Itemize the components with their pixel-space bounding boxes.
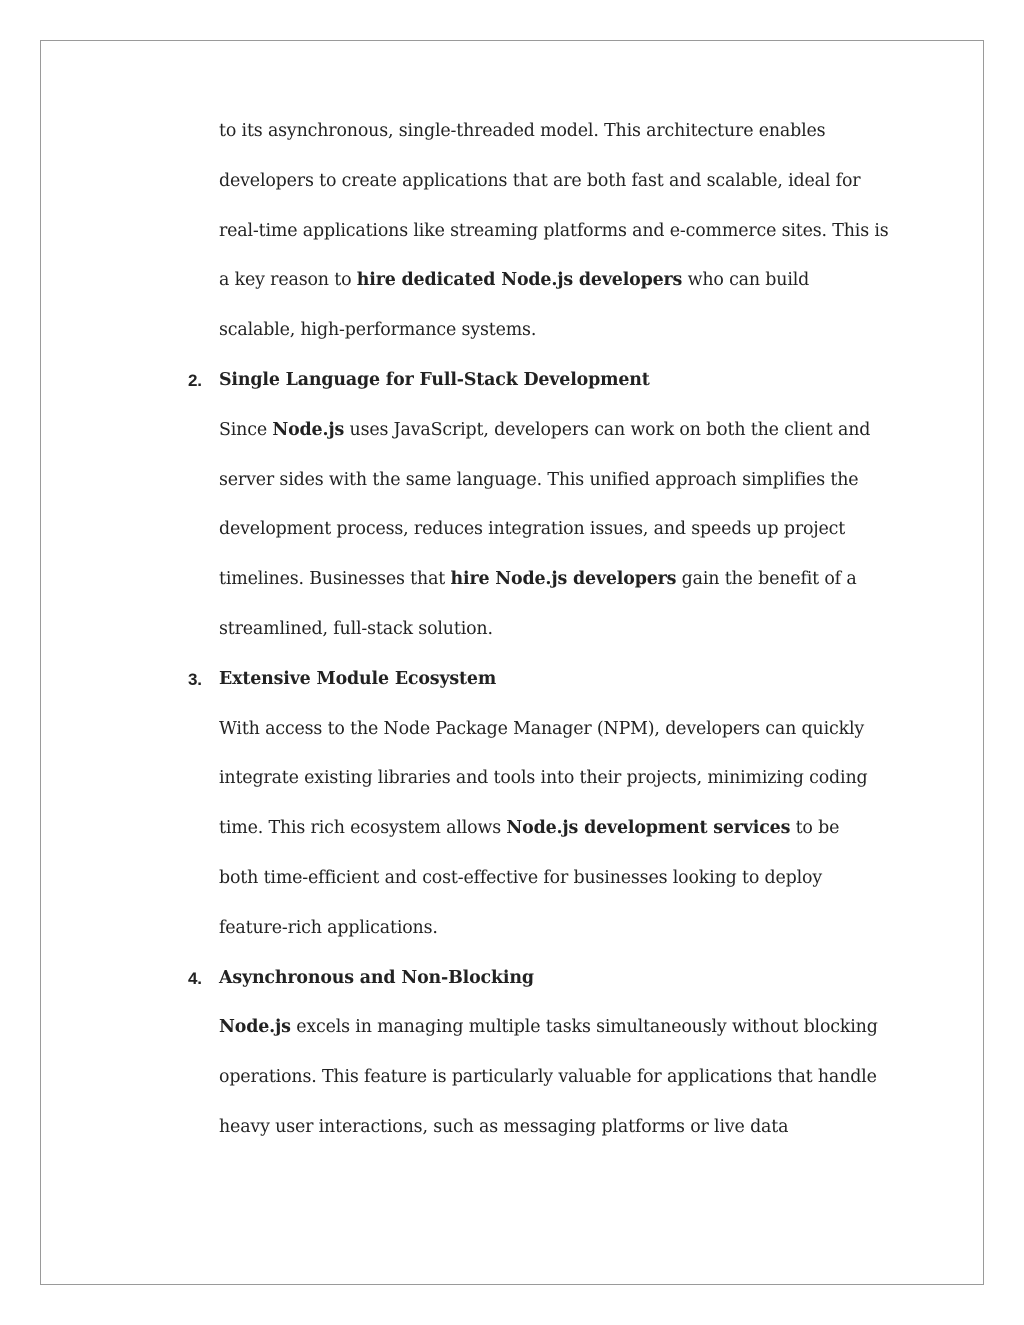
paragraph-line: scalable, high-performance systems. [219,320,537,341]
list-item-heading [188,356,919,406]
text-run: time. This rich ecosystem allows [219,818,507,839]
paragraph-line: development process, reduces integration issues, and speeds up project [219,519,846,540]
paragraph-line: operations. This feature is particularly valuable for applications that handle [219,1067,877,1088]
list-item-heading [188,655,919,705]
list-number: 2. [188,370,202,390]
text-run: uses JavaScript, developers can work on both the client and [344,419,871,440]
list-number: 3. [188,669,202,689]
bold-keyword: Node.js [272,419,345,440]
document-body [188,107,919,1153]
paragraph-line: integrate existing libraries and tools into their projects, minimizing coding [219,768,868,789]
bold-keyword: Node.js development services [506,818,791,839]
heading-text: Asynchronous and Non-Blocking [219,967,534,988]
paragraph-line: heavy user interactions, such as messaging platforms or live data [219,1116,789,1137]
text-run: Since [219,419,273,440]
list-number: 4. [188,968,202,988]
paragraph-line: server sides with the same language. This unified approach simplifies the [219,469,859,490]
paragraph-line: streamlined, full-stack solution. [219,618,493,639]
paragraph-line [219,256,919,306]
paragraph-line [219,406,919,456]
heading-text: Extensive Module Ecosystem [219,668,497,689]
text-run: who can build [682,270,810,291]
text-run: gain the benefit of a [676,569,857,590]
paragraph-line: developers to create applications that are both fast and scalable, ideal for [219,170,861,191]
paragraph-line: With access to the Node Package Manager (NPM), developers can quickly [219,718,865,739]
paragraph-line [219,804,919,854]
bold-keyword: Node.js [219,1017,291,1038]
text-run: timelines. Businesses that [219,569,451,590]
paragraph-line [219,555,919,605]
paragraph-line: real-time applications like streaming platforms and e-commerce sites. This is [219,220,889,241]
paragraph-line [219,1003,919,1053]
paragraph-line: to its asynchronous, single-threaded model. This architecture enables [219,121,826,141]
heading-text: Single Language for Full-Stack Development [219,369,650,390]
text-run: to be [790,818,840,839]
text-run: a key reason to [219,270,357,291]
bold-keyword: hire dedicated Node.js developers [356,270,683,291]
bold-keyword: hire Node.js developers [450,569,677,590]
paragraph-line: feature-rich applications. [219,917,438,938]
paragraph-line: both time-efficient and cost-effective for businesses looking to deploy [219,867,823,888]
text-run: excels in managing multiple tasks simultaneously without blocking [290,1017,878,1038]
list-item-heading [188,954,919,1004]
